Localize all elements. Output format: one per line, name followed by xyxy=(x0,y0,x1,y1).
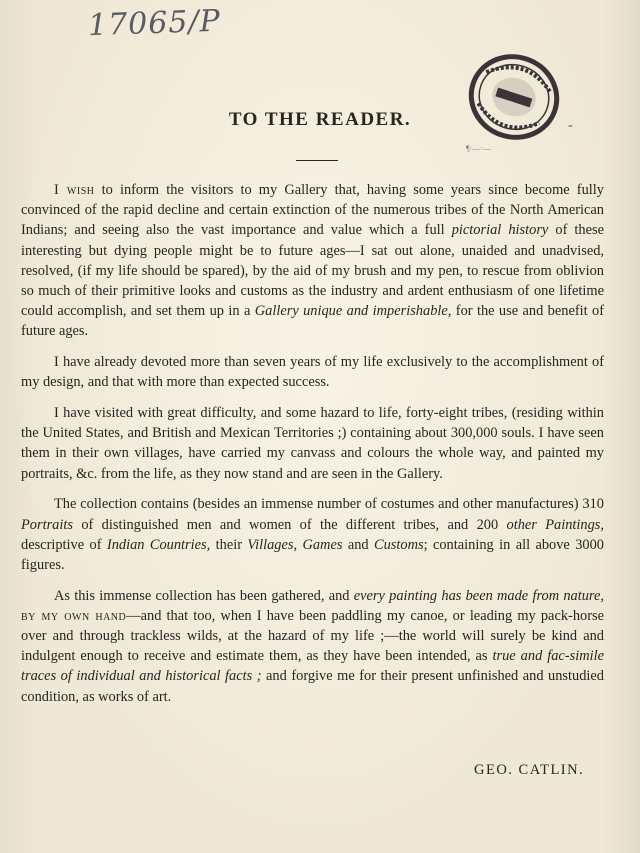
title-rule xyxy=(296,160,338,161)
paragraph-4-italic-c: Indian Countries, xyxy=(106,536,211,553)
handwritten-shelfmark: 17065/P xyxy=(87,3,222,44)
paragraph-5-text-a: As this immense collection has been gathered, and xyxy=(54,587,354,604)
paragraph-4-italic-a: Portraits xyxy=(21,516,73,533)
paragraph-4-italic-e: Customs xyxy=(374,536,424,553)
paragraph-4-text-c: descriptive of xyxy=(21,536,107,553)
paragraph-4-text-d: their xyxy=(210,536,248,553)
paragraph-4-text-f: ; containing in all above 3000 figures. xyxy=(21,536,604,573)
paragraph-4-text-b: of distinguished men and women of the different tribes, and 200 xyxy=(72,516,507,533)
paragraph-2: I have already devoted more than seven years of my life exclusively to the accomplishment of my design, and that with more than expected success. xyxy=(21,354,604,391)
body-text xyxy=(21,180,604,717)
paragraph-1 xyxy=(21,180,604,342)
paragraph-4-italic-b: other Paintings, xyxy=(506,516,604,533)
paragraph-4 xyxy=(21,494,604,575)
paragraph-5-smallcaps: by my own hand xyxy=(21,607,127,624)
paragraph-4-text-a: The collection contains (besides an immense number of costumes and other manufactures) 310 xyxy=(54,496,604,513)
paragraph-5-italic-b: true and fac-simile traces of individual and historical facts ; xyxy=(21,648,604,685)
paragraph-3: I have visited with great difficulty, and some hazard to life, forty-eight tribes, (residing within the United States, and British and Mexican Territories ;) containing about 300,000 souls. I have seen them in their own villages, have carried my canvass and colours the whole way, and painted my portraits, &c. from the life, as they now stand and are seen in the Gallery. xyxy=(21,405,604,482)
paragraph-1-italic-b: Gallery unique and imperishable, xyxy=(254,303,452,320)
paragraph-4-italic-d: Villages, Games xyxy=(247,536,343,553)
paragraph-5 xyxy=(21,586,604,707)
margin-mark: - xyxy=(568,118,573,133)
paragraph-5-text-b: —and that too, when I have been paddling my canoe, or leading my pack-horse over and through trackless wilds, at the hazard of my life ;—the world will surely be kind and indulgent enough to receive and estimate them, as they have been intended, as xyxy=(21,607,604,665)
signature: GEO. CATLIN. xyxy=(474,762,585,778)
paragraph-1-text-a: to inform the visitors to my Gallery that, having some years since become fully convinced of the rapid decline and certain extinction of the numerous tribes of the North American Indians; and seeing also the vast importance and value which a full xyxy=(21,182,604,239)
paragraph-1-lead: I wish xyxy=(54,182,95,198)
paragraph-1-text-c: for the use and benefit of future ages. xyxy=(21,303,604,340)
page-title: TO THE READER. xyxy=(228,109,412,130)
paragraph-5-text-c: and forgive me for their present unfinished and unstudied condition, as works of art. xyxy=(21,668,605,705)
paragraph-1-italic-a: pictorial history xyxy=(451,222,549,239)
paragraph-5-italic-a: every painting has been made from nature, xyxy=(353,587,604,604)
stamp-trace: ¶·—·— xyxy=(466,144,491,153)
paragraph-4-text-e: and xyxy=(342,536,374,553)
paragraph-1-text-b: of these interesting but dying people might be to future ages—I sat out alone, unaided and unadvised, resolved, (if my life should be spared), by the aid of my brush and my pen, to rescue from oblivion so much of their primitive looks and customs as the industry and ardent enthusiasm of one lifetime could accomplish, and set them up in a xyxy=(21,222,604,320)
